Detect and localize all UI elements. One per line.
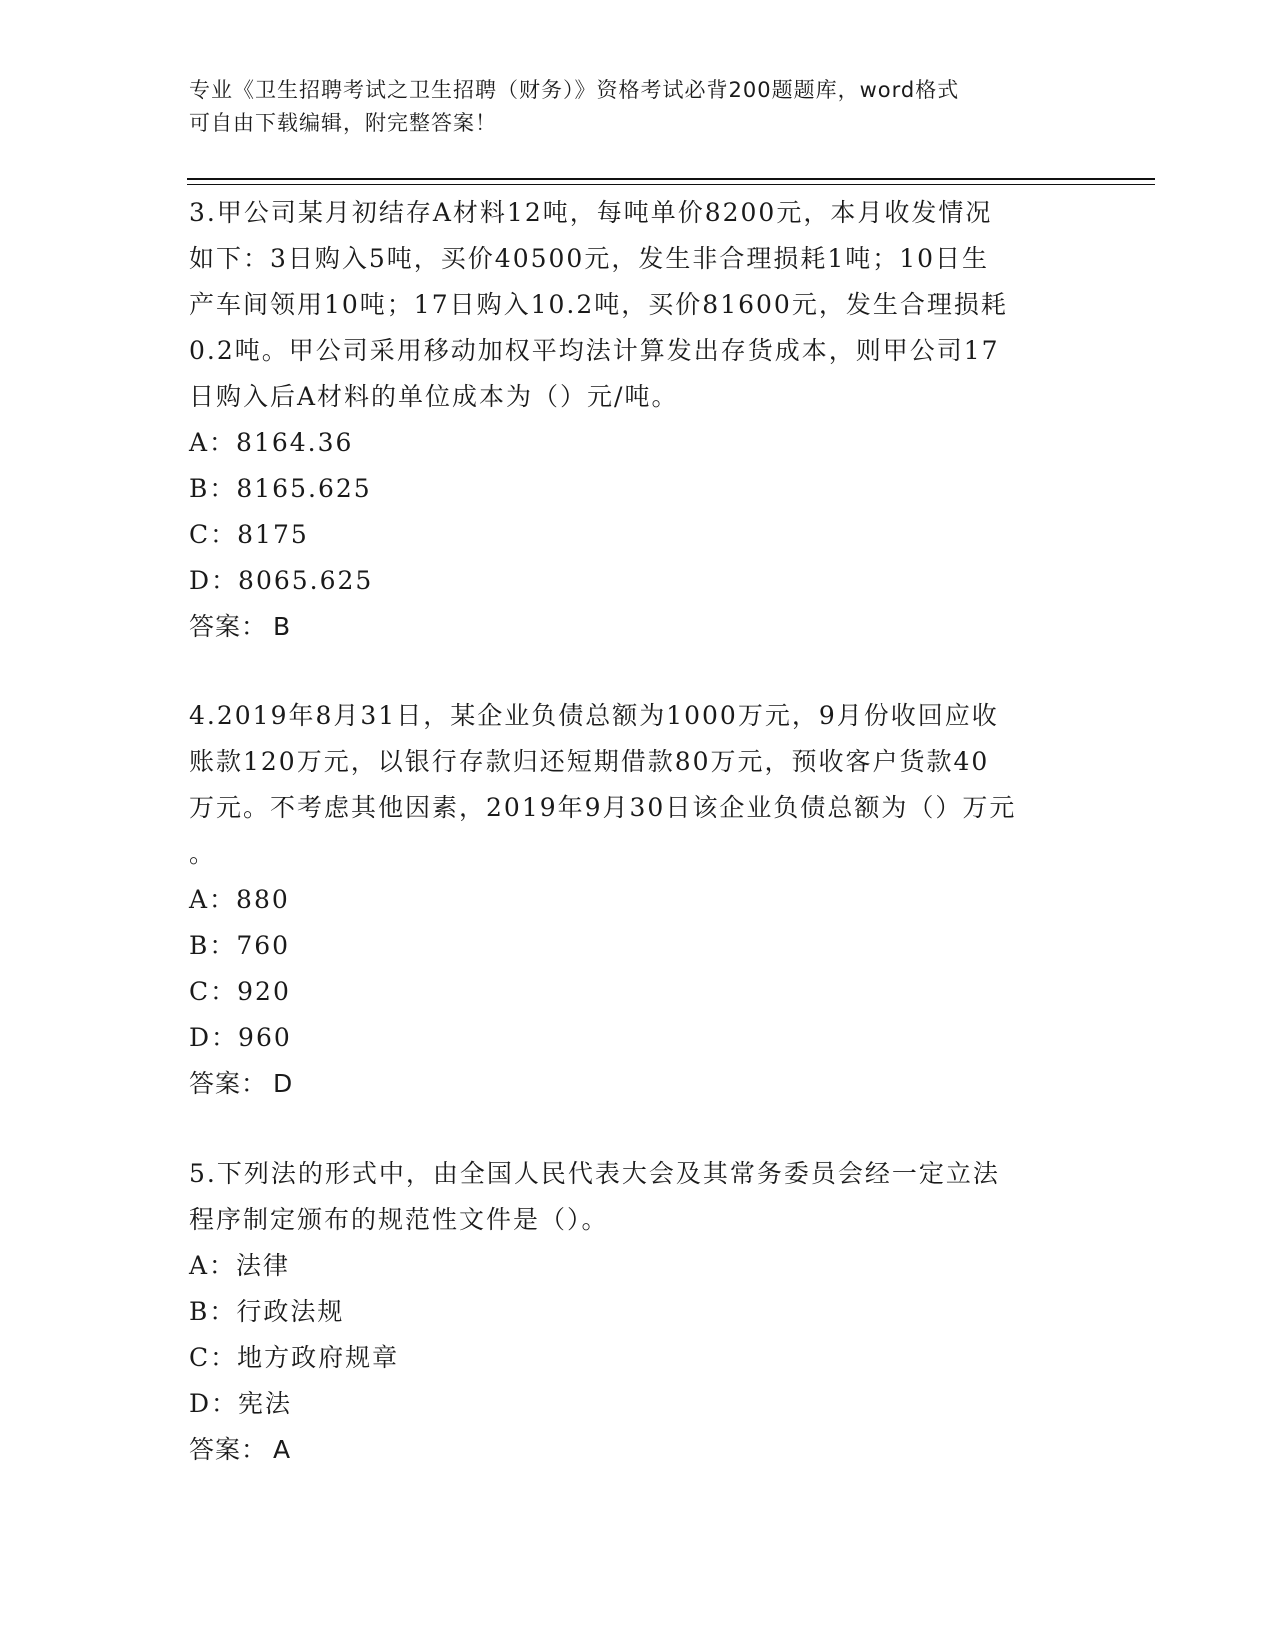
- option-b: B：行政法规: [189, 1297, 345, 1326]
- answer: [189, 604, 1089, 650]
- document-header: [189, 74, 1089, 140]
- question-4: [189, 693, 1089, 1107]
- option-d: D：宪法: [189, 1389, 293, 1418]
- question-text-line: 账款120万元，以银行存款归还短期借款80万元，预收客户货款40: [189, 747, 990, 776]
- question-text-line: 5.下列法的形式中，由全国人民代表大会及其常务委员会经一定立法: [189, 1159, 1000, 1188]
- question-text-line: 日购入后A材料的单位成本为（）元/吨。: [189, 382, 679, 411]
- option-c: C：8175: [189, 520, 309, 549]
- question-text-line: 万元。不考虑其他因素，2019年9月30日该企业负债总额为（）万元: [189, 793, 1017, 822]
- option-a: A：法律: [189, 1251, 291, 1280]
- question-text-line: 3.甲公司某月初结存A材料12吨，每吨单价8200元，本月收发情况: [189, 198, 993, 227]
- answer-value: A: [273, 1435, 292, 1464]
- option-d: D：960: [189, 1023, 292, 1052]
- answer-value: B: [273, 612, 292, 641]
- option-a: A：8164.36: [189, 428, 354, 457]
- header-divider-thin: [187, 184, 1155, 185]
- option-d: D：8065.625: [189, 566, 374, 595]
- option-c: C：地方政府规章: [189, 1343, 400, 1372]
- answer: [189, 1427, 1089, 1473]
- answer-value: D: [273, 1069, 294, 1098]
- question-3: [189, 190, 1089, 650]
- header-title-line-1: 专业《卫生招聘考试之卫生招聘（财务）》资格考试必背200题题库，word格式: [189, 78, 960, 102]
- question-text-line: 产车间领用10吨；17日购入10.2吨，买价81600元，发生合理损耗: [189, 290, 1008, 319]
- answer-label: 答案：: [189, 1435, 268, 1464]
- question-text-line: 程序制定颁布的规范性文件是（）。: [189, 1205, 609, 1234]
- header-title-line-2: 可自由下载编辑，附完整答案！: [189, 111, 497, 135]
- question-text-line: 4.2019年8月31日，某企业负债总额为1000万元，9月份收回应收: [189, 701, 999, 730]
- question-text-line: 如下：3日购入5吨，买价40500元，发生非合理损耗1吨；10日生: [189, 244, 990, 273]
- header-divider-thick: [187, 178, 1155, 180]
- question-text-line: 0.2吨。甲公司采用移动加权平均法计算发出存货成本，则甲公司17: [189, 336, 1000, 365]
- question-text-line: 。: [189, 839, 217, 868]
- answer-label: 答案：: [189, 612, 268, 641]
- option-b: B：760: [189, 931, 291, 960]
- option-c: C：920: [189, 977, 291, 1006]
- answer: [189, 1061, 1089, 1107]
- option-b: B：8165.625: [189, 474, 372, 503]
- question-5: [189, 1151, 1089, 1473]
- answer-label: 答案：: [189, 1069, 268, 1098]
- option-a: A：880: [189, 885, 290, 914]
